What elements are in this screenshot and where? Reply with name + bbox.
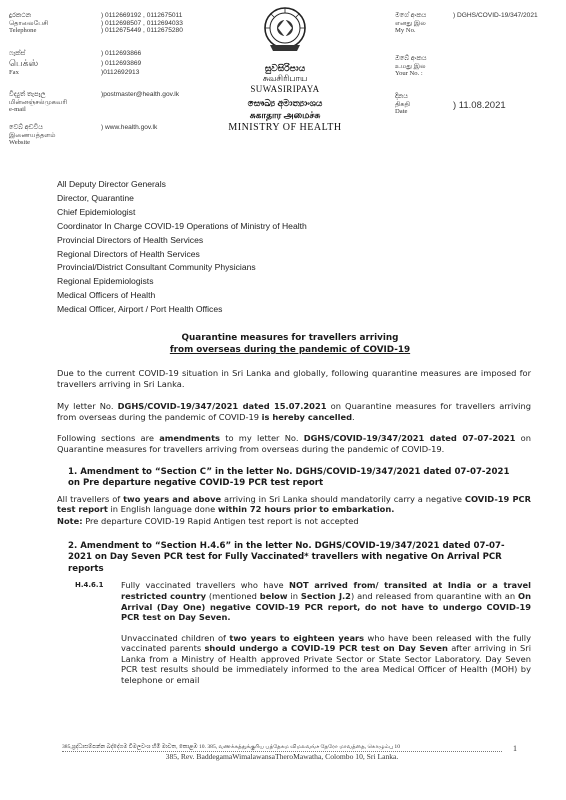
your-no-label-ta: உமது இல [395, 62, 426, 70]
emphasis: below [259, 590, 288, 601]
contact-email [9, 91, 199, 124]
text-run: Following sections are [57, 433, 160, 444]
emphasis: Section J.2 [300, 590, 351, 601]
section-1-note [57, 516, 531, 527]
text-run: (mentioned [206, 590, 260, 601]
addressee-item: Regional Epidemiologists [57, 276, 154, 287]
subsection-paragraph-2 [121, 633, 531, 686]
ministry-name-si: සුවසිරිපාය [264, 63, 306, 73]
addressee-item: Medical Officers of Health [57, 290, 156, 301]
ministry-name-en: SUWASIRIPAYA [250, 84, 320, 94]
date-label-ta: திகதி [395, 100, 411, 108]
intro-paragraph: Due to the current COVID-19 situation in Sri Lanka and globally, following quarantine measures are imposed for travellers arriving in Sri Lanka. [57, 368, 531, 389]
ref-date [395, 93, 561, 116]
section-1-heading: 1. Amendment to “Section C” in the letter No. DGHS/COVID-19/347/2021 dated 07-07-2021 on Pre departure negative COVID-19 PCR test report [68, 466, 510, 489]
footer-address-en: 385, Rev. BaddegamaWimalawansaTheroMawatha, Colombo 10, Sri Lanka. [165, 752, 399, 761]
contact-fax [9, 49, 199, 91]
emphasis: within 72 hours prior to embarkation. [217, 504, 395, 515]
addressee-item: Director, Quarantine [57, 192, 134, 203]
text-run: on Quarantine measures for travellers arriving from overseas during the pandemic of COVID-19 [57, 401, 531, 422]
website-label-si: වෙබ් අඩවිය [9, 124, 44, 131]
text-run: in English language done [107, 504, 218, 515]
email-label-si: විද්‍යුත් තැපෑල [9, 91, 46, 98]
ministry-dept-si: සෞඛ්‍ය අමාත්‍යාංශය [247, 98, 323, 108]
text-run: . [352, 411, 355, 422]
my-no-value: ) DGHS/COVID-19/347/2021 [453, 12, 538, 19]
letter-body [57, 368, 531, 686]
ministry-dept-ta: சுகாதார அமைச்சு [249, 110, 321, 120]
subsection-h461 [57, 580, 531, 685]
fax-value: ) 0112693866 ) 0112693869 )0112692913 [101, 50, 142, 77]
your-no-label-si: ඔබේ අංකය [395, 55, 427, 62]
email-value: )postmaster@health.gov.lk [101, 91, 180, 98]
ref-my-no [395, 12, 561, 55]
reference-block [395, 12, 561, 116]
text-run: My letter No. [57, 401, 118, 412]
ministry-names [200, 63, 370, 134]
addressee-list [57, 178, 517, 317]
subsection-content [121, 580, 531, 685]
website-label-en: Website [9, 139, 31, 147]
title-line-1: Quarantine measures for travellers arriving [181, 333, 399, 343]
contact-block [9, 12, 199, 147]
my-no-label-si: මගේ අංකය [395, 12, 427, 19]
note-text: Pre departure COVID-19 Rapid Antigen test report is not accepted [82, 515, 359, 526]
text-run: ) and released from quarantine with an [350, 590, 519, 601]
telephone-label-ta: தொலைபேசி [9, 19, 49, 27]
my-no-label-en: My No. [395, 27, 416, 35]
section-2-heading: 2. Amendment to “Section H.4.6” in the letter No. DGHS/COVID-19/347/2021 dated 07-07-2021 on Day Seven PCR test for Fully Vaccinated* travellers with negative On Arrival PCR reports [68, 540, 505, 574]
telephone-label-en: Telephone [9, 27, 37, 35]
emphasis: NOT arrived from/ transited at India or a travel restricted country [121, 580, 531, 601]
your-no-label-en: Your No. : [395, 70, 423, 78]
note-label: Note: [57, 515, 83, 526]
text-run: Fully vaccinated travellers who have [121, 580, 289, 591]
email-label-ta: மின்னஞ்சல்முகவரி [9, 98, 68, 106]
amendments-term: amendments [159, 433, 220, 444]
letter-reference: DGHS/COVID-19/347/2021 dated 15.07.2021 [117, 401, 327, 412]
fax-label-en: Fax [9, 69, 19, 77]
amendments-paragraph [57, 433, 531, 454]
addressee-item: Provincial Directors of Health Services [57, 234, 204, 245]
addressee-item: Chief Epidemiologist [57, 206, 136, 217]
subsection-number: H.4.6.1 [75, 581, 104, 590]
text-run: after arriving in Sri Lanka from a Ministry of Health approved Private Sector or State Sector Laboratory. Day Seven PCR test results should be immediately informed to the area Medical Officer of Health (MOH) by telephone or email [121, 643, 532, 686]
footer-address-local: 385,ශ්‍රද්ධාසම්පන්න බද්දේගම විමලවංශ හිමි මාවත, කොළඹ 10. 385, வணக்கத்துக்குரிய பத்தேகம விமலவங்ச தேரோ மாவத்தை, கொழும்பு 10 [62, 743, 502, 752]
text-run: Unvaccinated children of [121, 632, 230, 643]
addressee-item: All Deputy Director Generals [57, 179, 166, 189]
text-run: on Quarantine measures for travellers arriving from overseas during the pandemic of COVID-19. [57, 433, 531, 454]
national-emblem [262, 5, 308, 55]
contact-telephone [9, 12, 199, 49]
emphasis: two years and above [123, 493, 222, 504]
emphasis: On Arrival (Day One) negative COVID-19 PCR report, do not have to undergo COVID-19 PCR test on Day Seven. [121, 590, 532, 623]
emblem-icon [262, 5, 308, 55]
fax-label-si: ෆැක්ස් [9, 50, 26, 57]
text-run: to my letter No. [220, 433, 304, 444]
emphasis: two years to eighteen years [229, 632, 365, 643]
page-number: 1 [513, 744, 517, 753]
cancelled-notice: is hereby cancelled [261, 411, 353, 422]
addressee-item: Provincial/District Consultant Community Physicians [57, 262, 256, 273]
emphasis: COVID-19 PCR test report [57, 493, 531, 515]
date-value: ) 11.08.2021 [453, 100, 506, 111]
text-run: who have been released with the fully vaccinated parents [121, 632, 532, 654]
email-label-en: e-mail [9, 106, 26, 114]
telephone-value: ) 0112669192 , 0112675011 ) 0112698507 , 0112694033 ) 0112675449 , 0112675280 [101, 12, 183, 35]
title-line-2: from overseas during the pandemic of COVID-19 [169, 345, 411, 355]
website-label-ta: இணையத்தளம் [9, 131, 56, 139]
text-run: All travellers of [57, 493, 124, 504]
letter-reference: DGHS/COVID-19/347/2021 dated 07-07-2021 [303, 433, 516, 444]
fax-label-ta: பெக்ஸ் [9, 57, 39, 68]
subsection-paragraph-1 [121, 580, 531, 622]
ministry-dept-en: MINISTRY OF HEALTH [228, 122, 342, 133]
my-no-label-ta: எனது இல [395, 19, 426, 27]
letterhead [0, 0, 566, 147]
cancellation-paragraph [57, 401, 531, 422]
addressee-item: Coordinator In Charge COVID-19 Operations of Ministry of Health [57, 220, 307, 231]
footer [0, 740, 566, 800]
ref-your-no [395, 55, 561, 93]
telephone-label-si: දුරකථන [9, 12, 32, 19]
date-label-en: Date [395, 108, 408, 116]
date-label-si: දිනය [395, 93, 409, 100]
ministry-name-ta: சுவசிரிபாய [262, 73, 308, 83]
emphasis: should undergo a COVID-19 PCR test on Day Seven [204, 643, 448, 654]
addressee-item: Regional Directors of Health Services [57, 248, 200, 259]
contact-website [9, 124, 199, 147]
document-title [90, 332, 490, 356]
addressee-item: Medical Officer, Airport / Port Health Offices [57, 304, 223, 315]
website-value: ) www.health.gov.lk [101, 124, 158, 131]
text-run: arriving in Sri Lanka should mandatorily carry a negative [221, 493, 465, 504]
section-1-paragraph [57, 494, 531, 515]
text-run: in [287, 590, 301, 601]
